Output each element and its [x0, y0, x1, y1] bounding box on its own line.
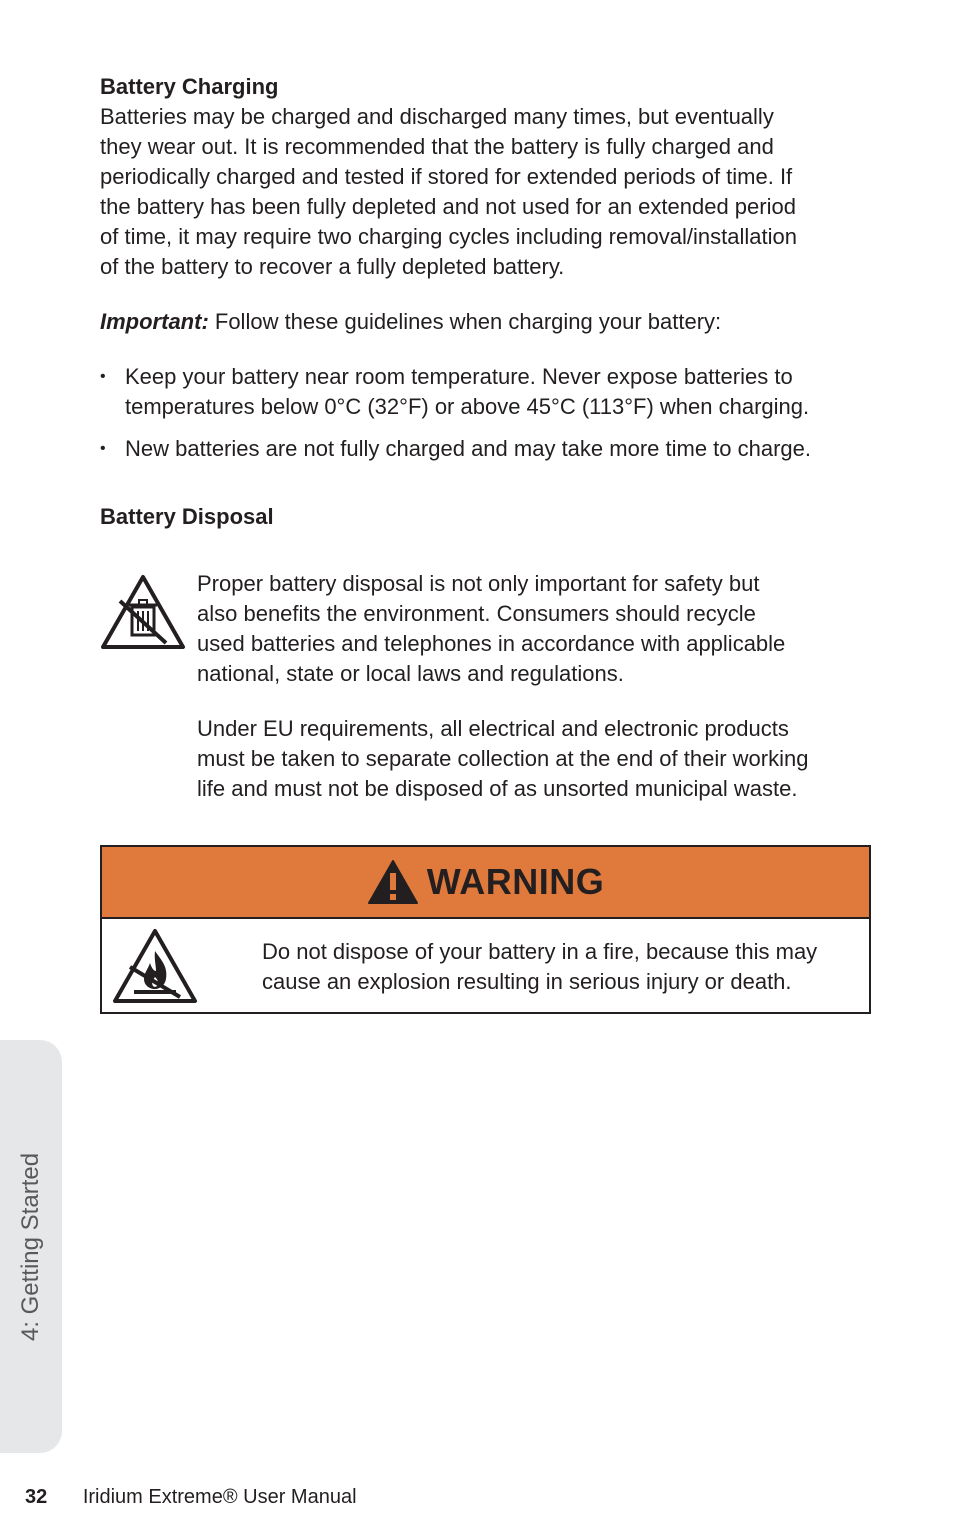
- paragraph-line: Proper battery disposal is not only important for safety but: [197, 571, 760, 596]
- warning-body: [102, 919, 869, 1014]
- disposal-paragraph-2: [197, 714, 877, 804]
- warning-title: WARNING: [426, 861, 605, 902]
- warning-box: [100, 845, 871, 1014]
- warning-message: [262, 937, 862, 997]
- page-footer: [25, 1484, 357, 1510]
- warning-header: [102, 847, 869, 919]
- battery-charging-heading: Battery Charging: [100, 74, 279, 99]
- paragraph-line: also benefits the environment. Consumers should recycle: [197, 601, 756, 626]
- battery-charging-section: [100, 72, 880, 282]
- paragraph-line: Under EU requirements, all electrical and electronic products: [197, 716, 789, 741]
- bullet-icon: •: [100, 368, 106, 385]
- paragraph-line: the battery has been fully depleted and not used for an extended period: [100, 194, 796, 219]
- chapter-tab: [0, 1040, 62, 1453]
- chapter-tab-label: 4: Getting Started: [17, 1152, 44, 1341]
- warning-triangle-icon: [367, 859, 419, 905]
- warning-line: Do not dispose of your battery in a fire, because this may: [262, 939, 818, 964]
- paragraph-line: must be taken to separate collection at the end of their working: [197, 746, 809, 771]
- paragraph-line: of time, it may require two charging cycles including removal/installation: [100, 224, 797, 249]
- list-item: [100, 362, 880, 422]
- paragraph-line: used batteries and telephones in accordance with applicable: [197, 631, 786, 656]
- bullet-icon: •: [100, 440, 106, 457]
- bullet-line: New batteries are not fully charged and may take more time to charge.: [125, 436, 812, 461]
- paragraph-line: of the battery to recover a fully depleted battery.: [100, 254, 565, 279]
- paragraph-line: national, state or local laws and regulations.: [197, 661, 624, 686]
- list-item: [100, 434, 880, 464]
- warning-line: cause an explosion resulting in serious injury or death.: [262, 969, 792, 994]
- bullet-line: temperatures below 0°C (32°F) or above 45°C (113°F) when charging.: [125, 394, 810, 419]
- important-label: Important:: [100, 309, 209, 334]
- disposal-paragraph-1: [197, 569, 877, 689]
- bullet-line: Keep your battery near room temperature. Never expose batteries to: [125, 364, 793, 389]
- battery-disposal-section: [100, 502, 880, 532]
- manual-title: Iridium Extreme® User Manual: [82, 1486, 357, 1508]
- paragraph-line: they wear out. It is recommended that the battery is fully charged and: [100, 134, 774, 159]
- paragraph-line: periodically charged and tested if stored for extended periods of time. If: [100, 164, 793, 189]
- important-note: [100, 307, 880, 337]
- battery-charging-paragraph: [100, 102, 880, 282]
- paragraph-line: Batteries may be charged and discharged many times, but eventually: [100, 104, 774, 129]
- important-text: Follow these guidelines when charging your battery:: [208, 309, 722, 334]
- no-trash-disposal-icon: [100, 573, 186, 651]
- flammable-warning-icon: [112, 927, 198, 1005]
- battery-disposal-heading: Battery Disposal: [100, 504, 274, 529]
- charging-guidelines-list: [100, 362, 880, 476]
- paragraph-line: life and must not be disposed of as unsorted municipal waste.: [197, 776, 798, 801]
- page-number: 32: [25, 1486, 48, 1508]
